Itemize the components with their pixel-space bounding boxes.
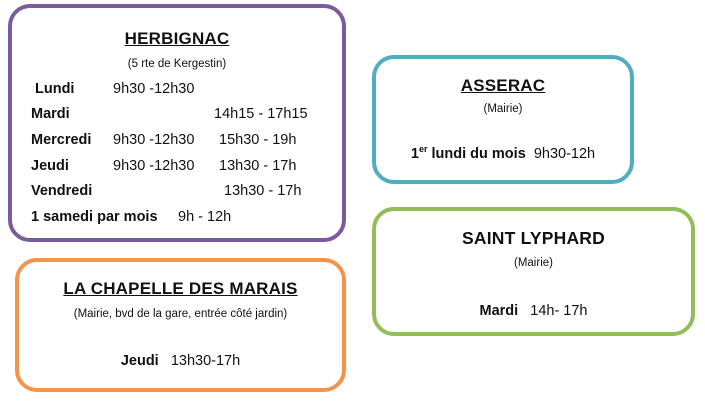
asserac-ordinal-suffix: er: [418, 144, 428, 154]
mercredi-afternoon-hours: 15h30 - 19h: [219, 132, 297, 148]
asserac-ordinal: 1: [410, 145, 419, 162]
day-jeudi: Jeudi: [31, 158, 69, 174]
herbignac-card: [8, 4, 346, 242]
lundi-morning-hours: 9h30 -12h30: [113, 81, 195, 97]
day-mercredi: Mercredi: [31, 132, 92, 148]
chapelle-title: LA CHAPELLE DES MARAIS: [63, 279, 298, 298]
saint-lyphard-card: [372, 207, 695, 336]
mardi-afternoon-hours: 14h15 - 17h15: [214, 106, 308, 122]
chapelle-address: (Mairie, bvd de la gare, entrée côté jardin): [73, 308, 288, 320]
day-lundi: Lundi: [35, 81, 75, 97]
chapelle-schedule: [19, 353, 342, 369]
saint-lyphard-location: (Mairie): [514, 257, 553, 269]
chapelle-day: Jeudi: [120, 353, 159, 369]
chapelle-hours: 13h30-17h: [170, 353, 241, 369]
asserac-schedule: [376, 144, 630, 162]
asserac-hours: 9h30-12h: [533, 145, 596, 162]
asserac-location: (Mairie): [483, 103, 523, 115]
asserac-title: ASSERAC: [460, 76, 546, 95]
asserac-schedule-label: lundi du mois: [431, 145, 526, 162]
vendredi-afternoon-hours: 13h30 - 17h: [224, 183, 302, 199]
saint-lyphard-title: SAINT LYPHARD: [462, 228, 605, 248]
mercredi-morning-hours: 9h30 -12h30: [113, 132, 195, 148]
saint-lyphard-day: Mardi: [479, 303, 519, 319]
chapelle-card: [15, 258, 346, 392]
day-vendredi: Vendredi: [31, 183, 93, 199]
asserac-card: [372, 55, 634, 184]
jeudi-afternoon-hours: 13h30 - 17h: [219, 158, 297, 174]
saint-lyphard-schedule: [376, 303, 691, 319]
jeudi-morning-hours: 9h30 -12h30: [113, 158, 195, 174]
saturday-hours: 9h - 12h: [178, 209, 232, 225]
day-mardi: Mardi: [31, 106, 70, 122]
herbignac-title: HERBIGNAC: [124, 29, 230, 48]
herbignac-address: (5 rte de Kergestin): [127, 58, 227, 70]
saturday-label: 1 samedi par mois: [31, 209, 158, 225]
saint-lyphard-hours: 14h- 17h: [530, 303, 588, 319]
